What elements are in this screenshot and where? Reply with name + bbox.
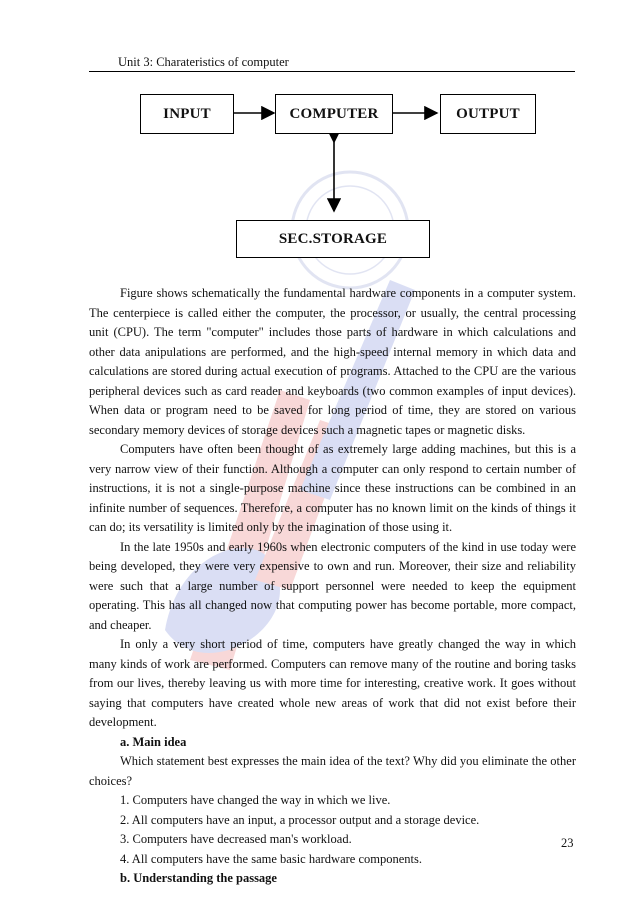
choice-item: 1. Computers have changed the way in which we live. — [120, 793, 391, 807]
choice-item: 4. All computers have the same basic hardware components. — [120, 851, 422, 866]
input-box: INPUT — [140, 94, 234, 134]
section-heading-main-idea: a. Main idea — [120, 734, 187, 749]
section-heading-understanding: b. Understanding the passage — [120, 871, 277, 885]
computer-box: COMPUTER — [275, 94, 393, 134]
storage-box: SEC.STORAGE — [236, 220, 430, 258]
choice-item: 3. Computers have decreased man's workload. — [120, 832, 352, 846]
choice-item: 2. All computers have an input, a processor output and a storage device. — [120, 812, 480, 827]
paragraph: In only a very short period of time, computers have greatly changed the way in which many kinds of work are performed. Computers can remove many of the routine and boring tasks from our lives, thereby leaving us with more time for interesting, creative work. It goes without saying that computers have created whole new areas of work that did not exist before their development. — [89, 637, 576, 729]
running-header: Unit 3: Charateristics of computer — [118, 55, 289, 69]
paragraph: Computers have often been thought of as extremely large adding machines, but this is a very narrow view of their function. Although a computer can only respond to certain number of instructions, it is not a single-purpose machine since these instructions can be combined in an infinite number of sequences. Therefore, a computer has no known limit on the kinds of things it can do; its versatility is limited only by the imagination of those using it. — [89, 442, 576, 534]
question-text: Which statement best expresses the main idea of the text? Why did you eliminate the other choices? — [89, 754, 576, 788]
page-number: 23 — [561, 836, 574, 850]
paragraph: In the late 1950s and early 1960s when electronic computers of the kind in use today were being developed, they were very expensive to own and run. Moreover, their size and reliability were such that a large number of support personnel were needed to keep the equipment operating. This has all changed now that computing power has become portable, more compact, and cheaper. — [89, 539, 576, 632]
paragraph: Figure shows schematically the fundamental hardware components in a computer system. The centerpiece is called either the computer, the processor, or usually, the central processing unit (CPU). The term "computer" includes those parts of hardware in which calculations and other data anipulations are performed, and the high-speed internal memory in which data and calculations are stored during actual execution of programs. Attached to the CPU are the various peripheral devices such as card reader and keyboards (two common examples of input devices). When data or program need to be saved for long period of time, they are stored on various secondary memory devices of storage devices such a magnetic tapes or magnetic disks. — [89, 286, 576, 437]
output-box: OUTPUT — [440, 94, 536, 134]
body-text — [89, 284, 576, 889]
